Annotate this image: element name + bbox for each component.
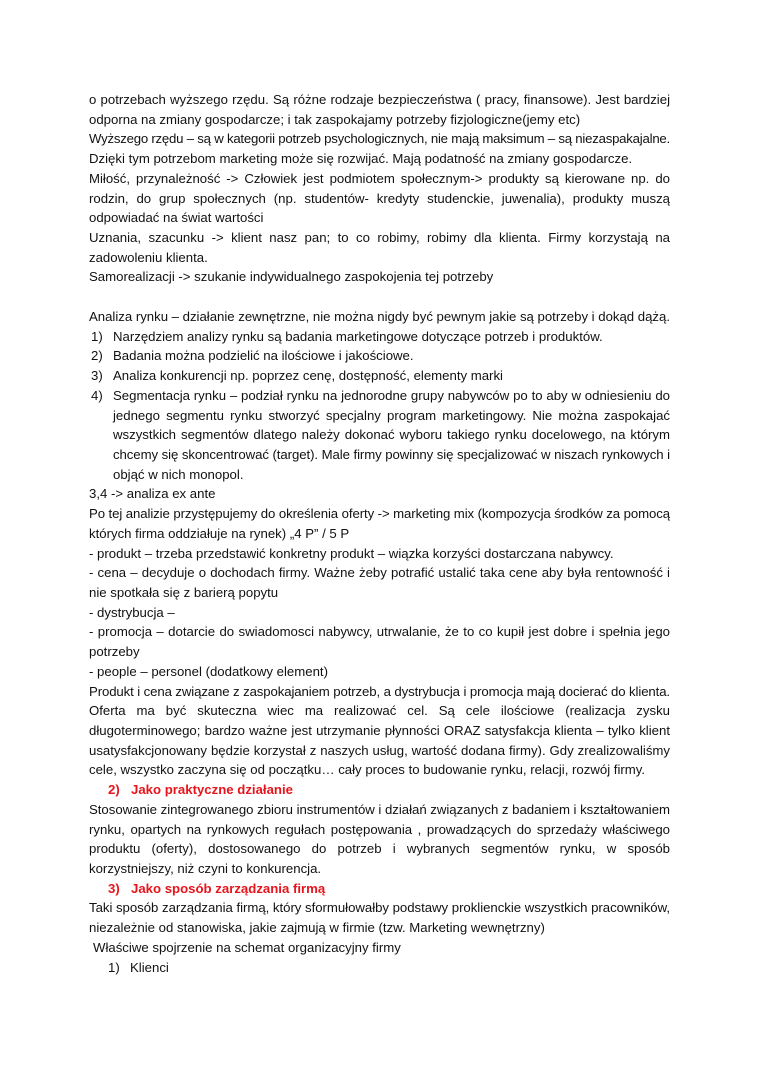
list-number: 3): [91, 368, 103, 384]
line-text: Analiza rynku – działanie zewnętrzne, nie można nigdy być pewnym jakie są potrzeby i dokąd dążą.: [89, 308, 670, 324]
text-line: [89, 228, 670, 248]
text-line: [89, 110, 670, 130]
document-page: [89, 90, 670, 977]
line-text: - produkt – trzeba przedstawić konkretny produkt – wiązka korzyści dostarczana nabywcy.: [89, 545, 614, 561]
text-line: [89, 267, 670, 287]
text-line: [89, 583, 670, 603]
line-text: Taki sposób zarządzania firmą, który sformułowałby podstawy proklienckie wszystkich pracowników,: [89, 900, 670, 916]
text-line: [89, 208, 670, 228]
list-item: [89, 346, 670, 366]
line-text: usatysfakcjonowany będzie korzystał z naszych usług, wartość dodana firmy). Gdy zrealizowaliśmy: [89, 742, 670, 758]
line-text: potrzeby: [89, 644, 140, 660]
text-line: [89, 406, 670, 426]
line-text: jednego segmentu rynku stworzyć specjalny program marketingowy. Nie można zaspokajać: [113, 407, 670, 423]
blank-line: [89, 287, 670, 307]
line-text: których firma oddziałuje na rynek) „4 P” / 5 P: [89, 525, 350, 541]
line-text: Dzięki tym potrzebom marketing może się rozwijać. Mają podatność na zmiany gospodarcze.: [89, 151, 633, 167]
line-text: - people – personel (dodatkowy element): [89, 663, 328, 679]
line-text: o potrzebach wyższego rzędu. Są różne rodzaje bezpieczeństwa ( pracy, finansowe). Jest bardziej: [89, 92, 670, 107]
list-text: Segmentacja rynku – podział rynku na jednorodne grupy nabywców po to aby w odniesieniu do: [113, 387, 670, 403]
list-number: 2): [91, 348, 103, 364]
text-line: [89, 425, 670, 445]
heading-number: 3): [108, 880, 120, 896]
line-text: - dystrybucja –: [89, 604, 175, 620]
list-item: [89, 386, 670, 406]
line-text: 3,4 -> analiza ex ante: [89, 486, 216, 502]
line-text: produktu (oferty), dostosowanego do potrzeb i wybranych segmentów rynku, w sposób: [89, 841, 670, 857]
text-line: [89, 820, 670, 840]
line-text: rodzin, do grup społecznych (np. studentów- kredyty studenckie, juwenalia), produkty muszą: [89, 190, 670, 206]
list-text: Narzędziem analizy rynku są badania marketingowe dotyczące potrzeb i produktów.: [113, 328, 603, 344]
text-line: [89, 307, 670, 327]
text-line: [89, 504, 670, 524]
line-text: niezależnie od stanowiska, jakie zajmują w firmie (tzw. Marketing wewnętrzny): [89, 920, 545, 936]
text-line: [89, 563, 670, 583]
text-line: [89, 721, 670, 741]
list-number: 1): [91, 328, 103, 344]
text-line: [89, 465, 670, 485]
text-line: [89, 839, 670, 859]
line-text: odpowiadać na świat wartości: [89, 210, 264, 226]
line-text: Produkt i cena związane z zaspokajaniem potrzeb, a dystrybucja i promocja mają docierać do klienta.: [89, 683, 670, 699]
line-text: Po tej analizie przystępujemy do określenia oferty -> marketing mix (kompozycja środków za pomocą: [89, 506, 670, 522]
text-line: [89, 682, 670, 702]
heading-text: Jako sposób zarządzania firmą: [131, 880, 326, 896]
text-line: [89, 918, 670, 938]
line-text: wszystkich segmentów dlatego należy dokonać wyboru takiego rynku docelowego, na którym: [113, 427, 670, 443]
text-line: [89, 169, 670, 189]
line-text: Uznania, szacunku -> klient nasz pan; to co robimy, robimy dla klienta. Firmy korzystają na: [89, 230, 670, 246]
line-text: korzystniejszy, niż czyni to konkurencja.: [89, 861, 322, 877]
text-line: [89, 859, 670, 879]
text-line: [89, 248, 670, 268]
line-text: Wyższego rzędu – są w kategorii potrzeb psychologicznych, nie mają maksimum – są niezaspakajalne.: [89, 131, 670, 147]
line-text: Właściwe spojrzenie na schemat organizacyjny firmy: [93, 939, 401, 955]
text-line: [89, 484, 670, 504]
line-text: długoterminowego; bardzo ważne jest utrzymanie płynności ORAZ satysfakcja klienta – tylko klient: [89, 723, 670, 738]
line-text: Miłość, przynależność -> Człowiek jest podmiotem społecznym-> produkty są kierowane np. do: [89, 170, 670, 186]
line-text: chcemy się skoncentrować (target). Male firmy powinny się specjalizować w niszach rynkowych i: [113, 446, 670, 462]
line-text: zadowoleniu klienta.: [89, 249, 208, 265]
text-line: [89, 898, 670, 918]
text-line: [89, 622, 670, 642]
heading-number: 2): [108, 782, 120, 798]
line-text: objąć w nich monopol.: [113, 466, 244, 482]
text-line: [89, 662, 670, 682]
text-line: [89, 701, 670, 721]
section-heading: [89, 780, 670, 800]
line-text: nie spotkała się z barierą popytu: [89, 584, 279, 600]
list-number: 1): [108, 959, 120, 975]
line-text: odporna na zmiany gospodarcze; i tak zaspokajamy potrzeby fizjologiczne(jemy etc): [89, 111, 581, 127]
line-text: Samorealizacji -> szukanie indywidualnego zaspokojenia tej potrzeby: [89, 269, 494, 285]
text-line: [89, 800, 670, 820]
text-line: [89, 129, 670, 149]
text-line: [89, 741, 670, 761]
list-item: [89, 366, 670, 386]
text-line: [89, 189, 670, 209]
text-line: [89, 642, 670, 662]
line-text: Oferta ma być skuteczna wiec ma realizować cel. Są cele ilościowe (realizacja zysku: [89, 703, 670, 719]
list-text: Analiza konkurencji np. poprzez cenę, dostępność, elementy marki: [113, 368, 503, 384]
line-text: Stosowanie zintegrowanego zbioru instrumentów i działań związanych z badaniem i kształtowaniem: [89, 801, 670, 817]
text-line: [89, 603, 670, 623]
line-text: - cena – decyduje o dochodach firmy. Ważne żeby potrafić ustalić taka cene aby była rentowność i: [89, 565, 670, 581]
text-line: [89, 544, 670, 564]
line-text: rynku, opartych na rynkowych regułach postępowania , prowadzących do sprzedaży właściwego: [89, 821, 670, 837]
section-heading: [89, 879, 670, 899]
heading-text: Jako praktyczne działanie: [131, 782, 293, 798]
text-line: [89, 149, 670, 169]
list-text: Klienci: [130, 959, 169, 975]
list-text: Badania można podzielić na ilościowe i jakościowe.: [113, 348, 414, 364]
line-text: cele, wszystko zaczyna się od początku… cały proces to budowanie rynku, relacji, rozwój firmy.: [89, 762, 646, 778]
list-item: [89, 327, 670, 347]
line-text: - promocja – dotarcie do swiadomosci nabywcy, utrwalanie, że to co kupił jest dobre i spełnia jego: [89, 624, 670, 640]
list-number: 4): [91, 387, 103, 403]
text-line: [89, 760, 670, 780]
text-line: [89, 938, 670, 958]
list-item: [89, 958, 670, 978]
text-line: [89, 90, 670, 110]
text-line: [89, 524, 670, 544]
text-line: [89, 445, 670, 465]
